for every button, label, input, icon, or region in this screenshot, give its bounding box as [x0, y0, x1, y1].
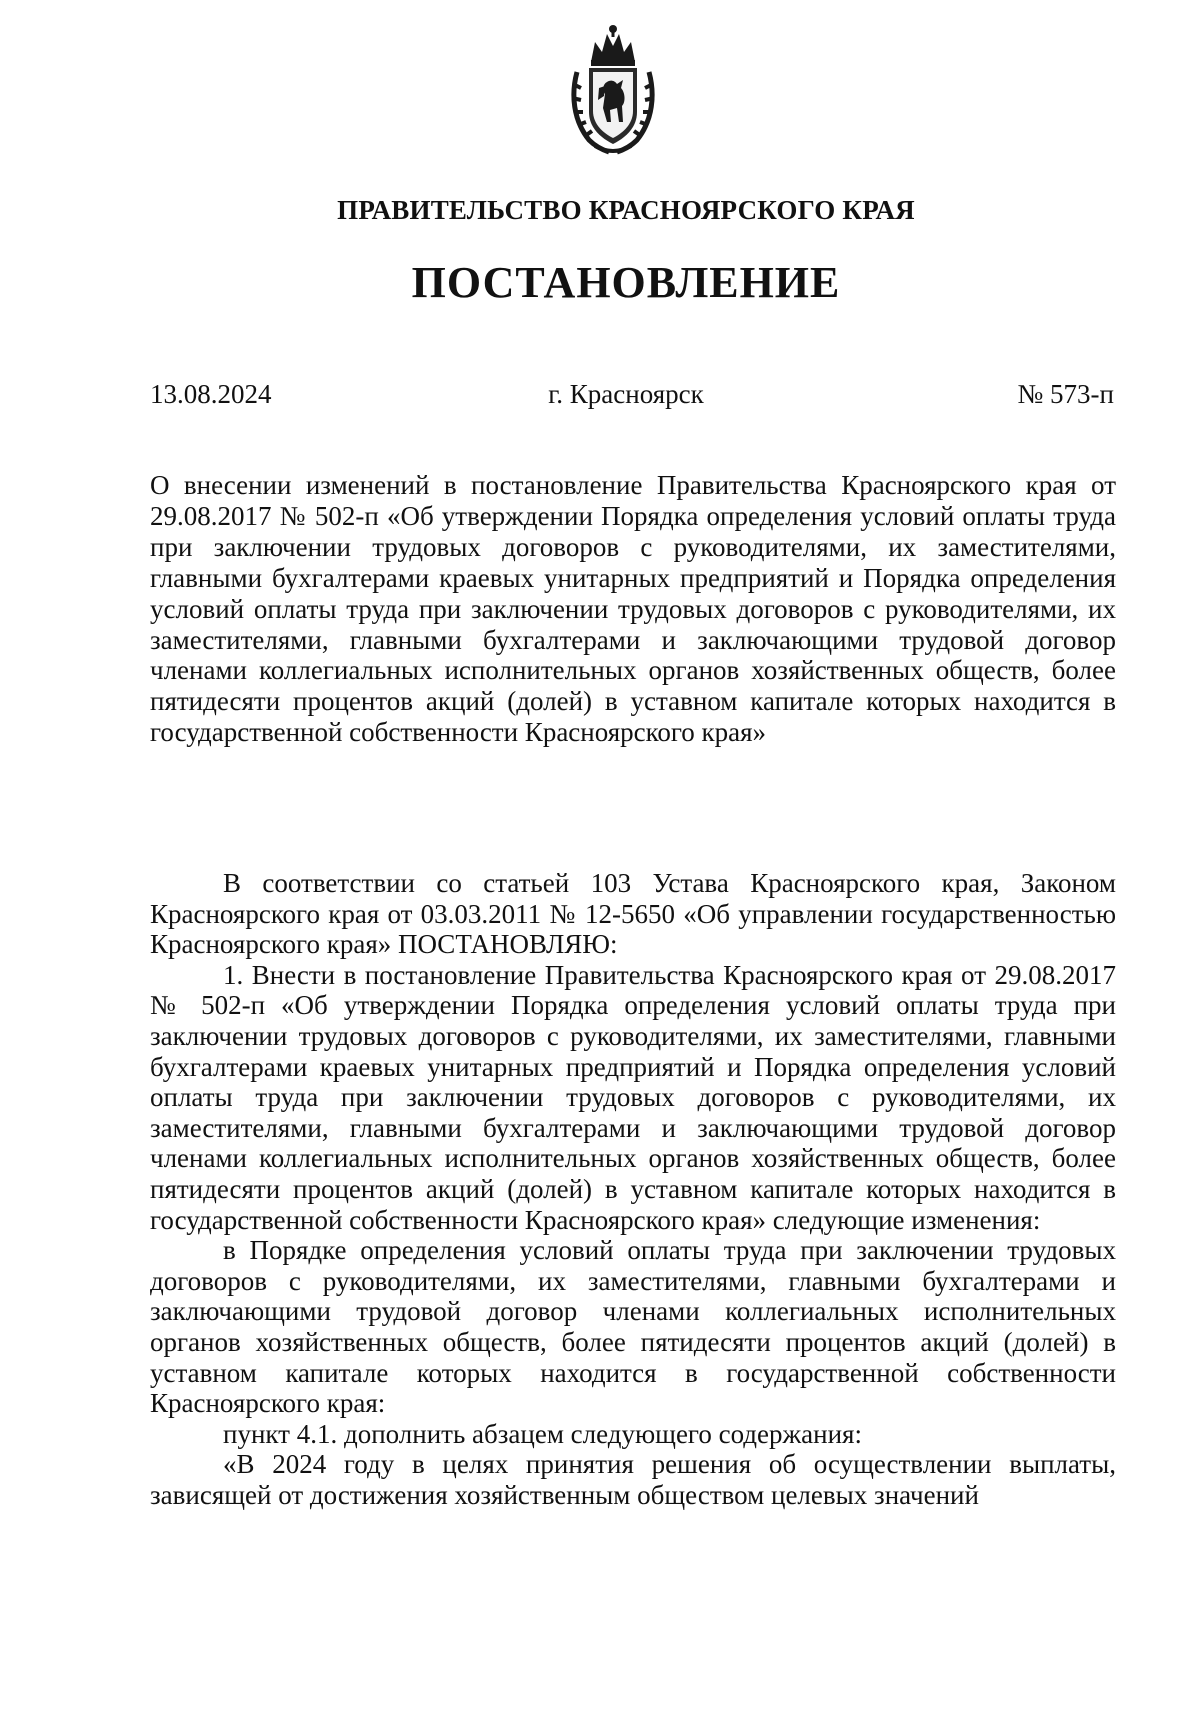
- government-title: ПРАВИТЕЛЬСТВО КРАСНОЯРСКОГО КРАЯ: [337, 195, 915, 225]
- document-date: 13.08.2024: [150, 379, 272, 409]
- document-number: № 573-п: [1017, 379, 1114, 409]
- document-subject: О внесении изменений в постановление Правительства Красноярского края от 29.08.2017 № 502-п «Об утверждении Порядка определения условий оплаты труда при заключении трудовых договоров с руководителями, их заместителями, главными бухгалтерами краевых унитарных предприятий и Порядка определения условий оплаты труда при заключении трудовых договоров с руководителями, их заместителями, главными бухгалтерами и заключающими трудовой договор членами коллегиальных исполнительных органов хозяйственных обществ, более пятидесяти процентов акций (долей) в уставном капитале которых находится в государственной собственности Красноярского края»: [150, 470, 1116, 748]
- body-paragraph: 1. Внести в постановление Правительства Красноярского края от 29.08.2017 № 502-п «Об утверждении Порядка определения условий оплаты труда при заключении трудовых договоров с руководителями, их заместителями, главными бухгалтерами краевых унитарных предприятий и Порядка определения условий оплаты труда при заключении трудовых договоров с руководителями, их заместителями, главными бухгалтерами и заключающими трудовой договор членами коллегиальных исполнительных органов хозяйственных обществ, более пятидесяти процентов акций (долей) в уставном капитале которых находится в государственной собственности Красноярского края» следующие изменения:: [150, 959, 1116, 1235]
- document-body: [150, 868, 1116, 1510]
- document-city: г. Красноярск: [548, 379, 704, 409]
- coat-of-arms-icon: [569, 22, 657, 158]
- body-paragraph: В соответствии со статьей 103 Устава Красноярского края, Законом Красноярского края от 03.03.2011 № 12-5650 «Об управлении государственностью Красноярского края» ПОСТАНОВЛЯЮ:: [150, 868, 1116, 960]
- body-paragraph: пункт 4.1. дополнить абзацем следующего содержания:: [223, 1418, 862, 1449]
- body-paragraph: «В 2024 году в целях принятия решения об осуществлении выплаты, зависящей от достижения хозяйственным обществом целевых значений: [150, 1449, 1116, 1510]
- document-type-title: ПОСТАНОВЛЕНИЕ: [411, 258, 841, 307]
- body-paragraph: в Порядке определения условий оплаты труда при заключении трудовых договоров с руководителями, их заместителями, главными бухгалтерами и заключающими трудовой договор членами коллегиальных исполнительных органов хозяйственных обществ, более пятидесяти процентов акций (долей) в уставном капитале которых находится в государственной собственности Красноярского края:: [150, 1235, 1116, 1419]
